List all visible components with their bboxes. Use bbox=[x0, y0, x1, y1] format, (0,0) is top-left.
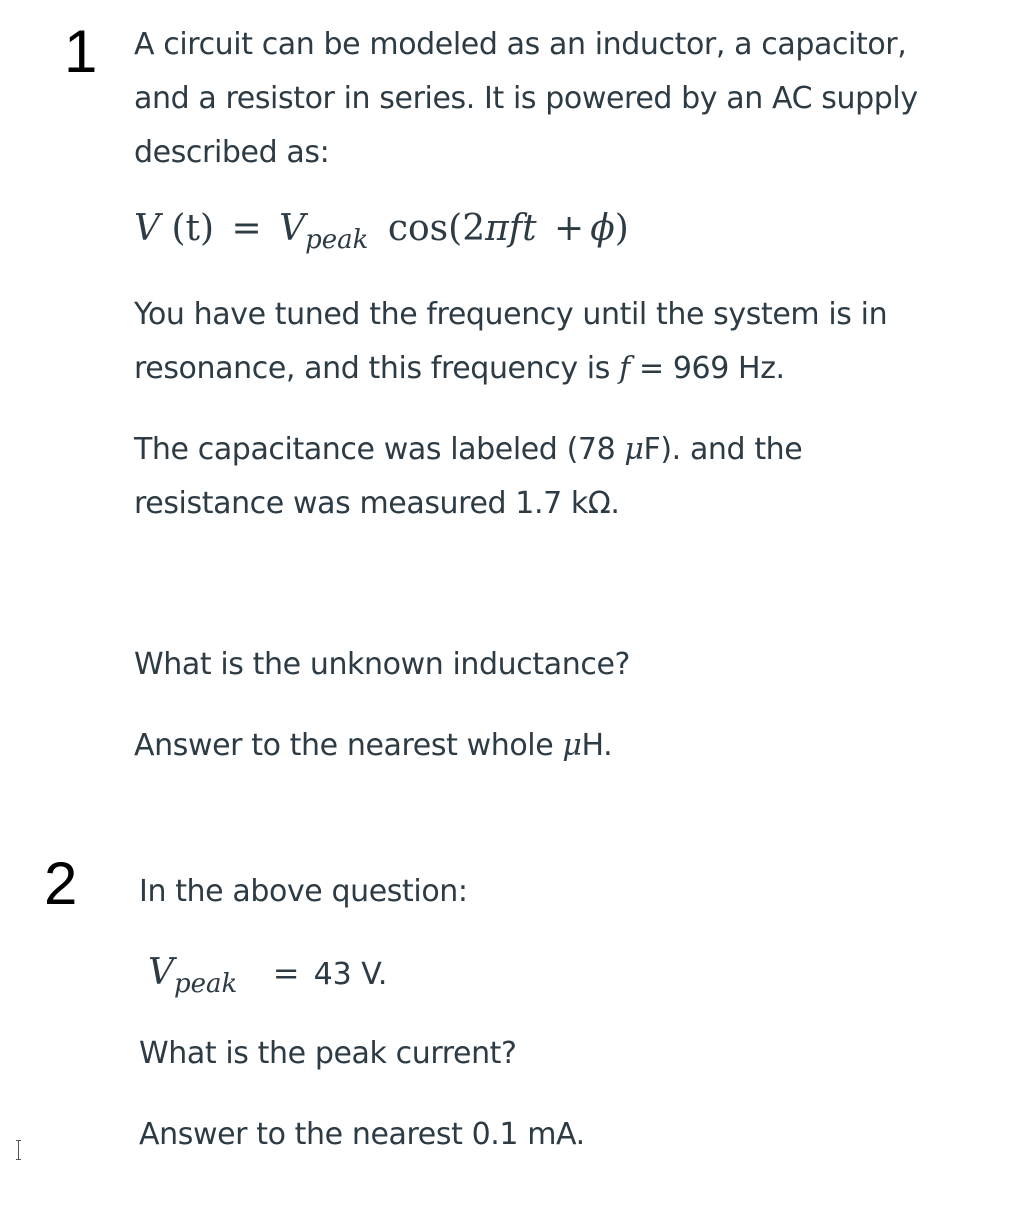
eq-peak-subscript: peak bbox=[305, 225, 369, 255]
text-cursor-icon bbox=[18, 1140, 19, 1160]
q1-intro bbox=[134, 18, 918, 180]
q1-intro-line-1: A circuit can be modeled as an inductor, a capacitor, bbox=[134, 27, 907, 62]
q1-resonance bbox=[134, 288, 887, 396]
question-number-2: 2 bbox=[44, 850, 78, 917]
eq-cos: cos(2 bbox=[387, 208, 486, 249]
q1-capacitance-line-1: The capacitance was labeled (78 μF). and the bbox=[134, 432, 803, 467]
q1-intro-line-3: described as: bbox=[134, 135, 330, 170]
eq-vpeak-symbol: V bbox=[279, 208, 306, 249]
q1-capacitance bbox=[134, 423, 802, 531]
eq-v-symbol: V bbox=[134, 208, 160, 249]
q1-resonance-line-1: You have tuned the frequency until the system is in bbox=[134, 297, 888, 332]
mu-symbol: μ bbox=[562, 728, 582, 763]
q1-answer-instruction: Answer to the nearest whole μH. bbox=[134, 728, 613, 763]
mu-symbol: μ bbox=[624, 432, 644, 467]
eq-close-paren: ) bbox=[614, 208, 629, 249]
eq-pi: π bbox=[485, 208, 509, 249]
eq-ft: ft bbox=[508, 208, 537, 249]
eq-plus: + bbox=[554, 208, 585, 249]
eq-phi: ϕ bbox=[590, 208, 615, 249]
q2-answer-instruction: Answer to the nearest 0.1 mA. bbox=[139, 1117, 585, 1152]
vpeak-number: 43 V. bbox=[313, 957, 388, 992]
q1-capacitance-line-2: resistance was measured 1.7 kΩ. bbox=[134, 486, 620, 521]
vpeak-symbol: V bbox=[148, 952, 174, 993]
eq-equals: = bbox=[231, 208, 262, 249]
q1-question: What is the unknown inductance? bbox=[134, 647, 631, 682]
voltage-equation bbox=[134, 208, 629, 255]
vpeak-equals: = bbox=[272, 954, 300, 992]
vpeak-value bbox=[148, 952, 388, 999]
vpeak-subscript: peak bbox=[174, 969, 238, 999]
question-number-1: 1 bbox=[64, 18, 98, 85]
q2-question: What is the peak current? bbox=[139, 1036, 517, 1071]
q1-intro-line-2: and a resistor in series. It is powered by an AC supply bbox=[134, 81, 918, 116]
q1-resonance-line-2: resonance, and this frequency is f = 969 Hz. bbox=[134, 351, 785, 386]
q2-intro: In the above question: bbox=[139, 874, 468, 909]
eq-t: (t) bbox=[171, 208, 215, 249]
frequency-symbol: f bbox=[619, 351, 630, 386]
